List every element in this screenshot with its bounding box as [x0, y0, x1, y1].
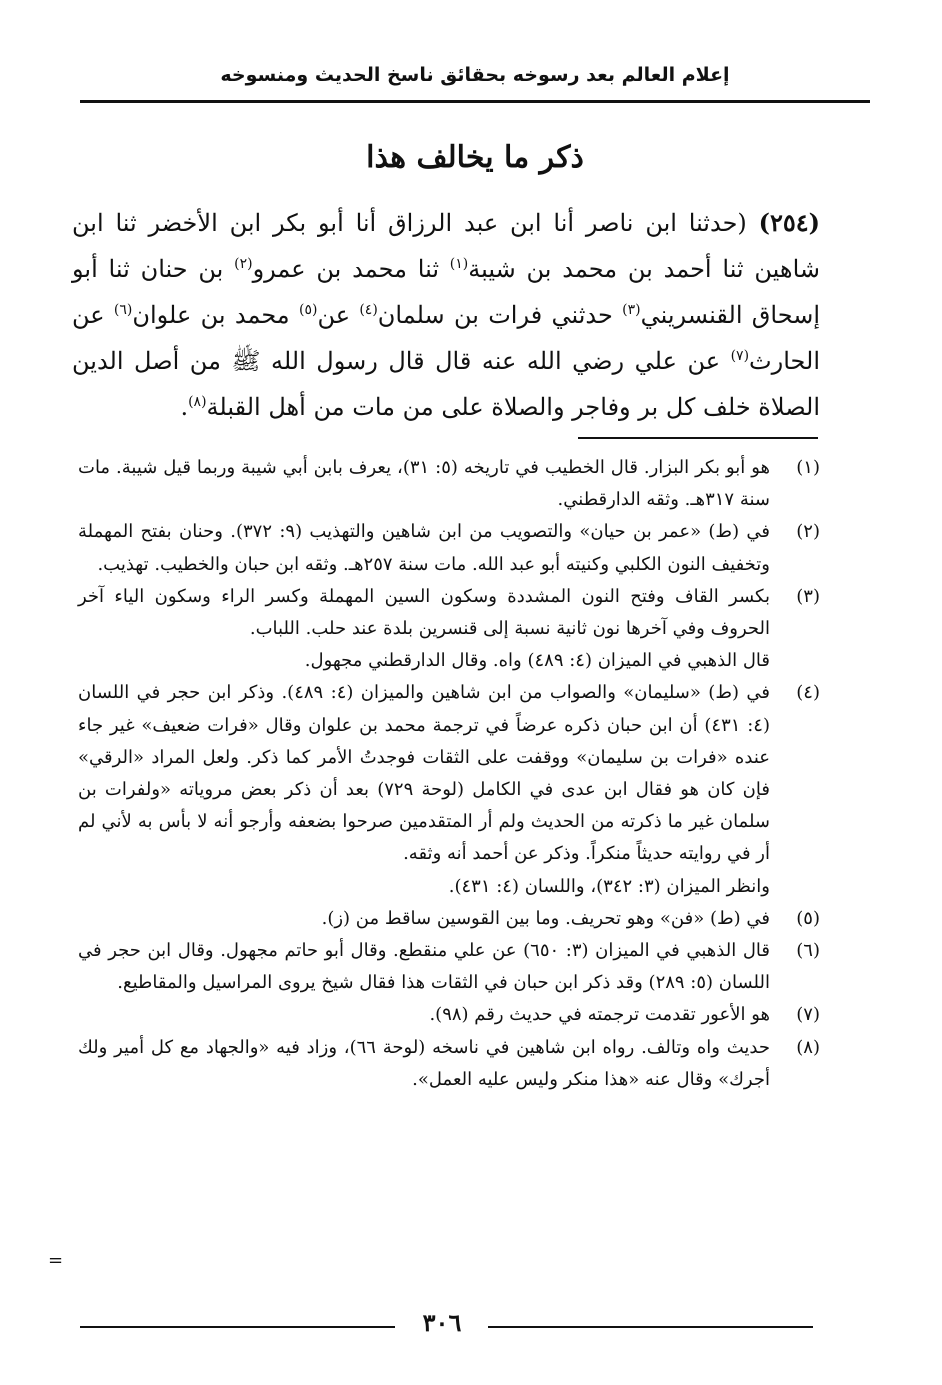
footnote-text: قال الذهبي في الميزان (٣: ٦٥٠) عن علي منقطع. وقال أبو حاتم مجهول. وقال ابن حجر في اللسان (٥: ٢٨٩) وقد ذكر ابن حبان في الثقات هذا فقال شيخ يروى المراسيل والمقاطيع. [78, 940, 770, 994]
footnote-body [78, 452, 770, 516]
footnote-marker: (٧) [796, 1004, 820, 1026]
running-title: إعلام العالم بعد رسوخه بحقائق ناسخ الحديث ومنسوخه [220, 64, 730, 86]
hadith-number: (٢٥٤) [758, 208, 820, 237]
footnote [78, 903, 820, 935]
footnote-ref[interactable]: (٧) [730, 348, 750, 364]
section-title: ذكر ما يخالف هذا [366, 140, 584, 175]
footnote-body [78, 935, 770, 999]
hadith-text-part: بن حنان ثنا أبو إسحاق القنسريني [72, 255, 821, 329]
footnote [78, 999, 820, 1031]
footnote-text: وانظر الميزان (٣: ٣٤٢)، واللسان (٤: ٤٣١). [448, 875, 770, 897]
hadith-text [72, 200, 820, 430]
footnote-marker: (٣) [796, 585, 820, 607]
hadith-text-part: محمد بن علوان [132, 301, 299, 329]
footnote-ref[interactable]: (٣) [622, 302, 641, 318]
footnote [78, 935, 820, 999]
hadith-text-part: . [180, 393, 189, 421]
footnote-body [78, 999, 770, 1031]
header-rule [80, 100, 870, 103]
footnote-text: هو أبو بكر البزار. قال الخطيب في تاريخه (٥: ٣١)، يعرف بابن أبي شيبة وربما قيل شيبة. مات سنة ٣١٧هـ. وثقه الدارقطني. [78, 457, 770, 511]
footnote [78, 516, 820, 580]
footnote-body [78, 581, 770, 678]
footnote-text: هو الأعور تقدمت ترجمته في حديث رقم (٩٨). [429, 1004, 770, 1026]
footnote-marker: (٦) [796, 940, 820, 962]
margin-mark: = [48, 1250, 64, 1271]
footnote-marker: (١) [796, 457, 820, 478]
footnote-separator [578, 437, 818, 439]
footnotes [78, 452, 820, 1096]
hadith-text-part: عن الحارث [72, 301, 820, 375]
footnote-ref[interactable]: (١) [449, 256, 469, 272]
page-number: ٣٠٦ [422, 1308, 462, 1337]
footnote [78, 1032, 820, 1096]
footnote-marker: (٢) [796, 521, 820, 543]
footnote-text: في (ط) «عمر بن حيان» والتصويب من ابن شاهين والتهذيب (٩: ٣٧٢). وحنان بفتح المهملة وتخفيف النون الكلبي وكنيته أبو عبد الله. مات سنة ٢٥٧هـ. وثقه ابن حبان والخطيب. تهذيب. [78, 521, 771, 575]
footnote-marker: (٤) [796, 682, 820, 704]
footnote-text: بكسر القاف وفتح النون المشددة وسكون السين المهملة وكسر الراء وسكون الياء آخر الحروف وفي آخرها نون ثانية نسبة إلى قنسرين بلدة عند حلب. اللباب. [78, 585, 770, 640]
footnote-marker: (٨) [796, 1036, 820, 1058]
footer-rule-right [488, 1326, 813, 1328]
footnote-text: حديث واه وتالف. رواه ابن شاهين في ناسخه (لوحة ٦٦)، وزاد فيه «والجهاد مع كل أمير ولك أجرك» وقال عنه «هذا منكر وليس عليه العمل». [78, 1036, 770, 1090]
footnote-ref[interactable]: (٢) [234, 256, 253, 272]
footnote-marker: (٥) [796, 907, 820, 929]
hadith-text-part: حدثني فرات بن سلمان [377, 301, 623, 329]
footnote-body [78, 516, 770, 580]
footnote [78, 677, 820, 902]
footnote-ref[interactable]: (٨) [188, 394, 207, 410]
footer-rule-left [80, 1326, 395, 1328]
footnote-text: قال الذهبي في الميزان (٤: ٤٨٩) واه. وقال الدارقطني مجهول. [304, 650, 770, 672]
footnote-ref[interactable]: (٦) [113, 302, 133, 318]
hadith-text-part: (حدثنا ابن ناصر أنا ابن عبد الرزاق أنا أبو بكر ابن الأخضر ثنا ابن شاهين ثنا أحمد بن محمد بن شيبة [72, 209, 820, 283]
footnote-ref[interactable]: (٥) [298, 302, 318, 318]
footnote-text: في (ط) «سليمان» والصواب من ابن شاهين والميزان (٤: ٤٨٩). وذكر ابن حجر في اللسان (٤: ٤٣١) أن ابن حبان ذكره عرضاً في ترجمة محمد بن علوان وقال «فرات ضعيف» غير جاء عنده «فرات بن سليمان» ووقفت على الثقات فوجدتُ الأمر كما ذكر. ولعل المراد «الرقي» فإن كان هو فقال ابن عدى في الكامل (لوحة ٧٢٩) بعد أن ذكر بعض مروياته «ولفرات بن سلمان غير ما ذكرته من الحديث ولم أر المتقدمين صرحوا بضعفه وأرجو أنه لا بأس به لأني لم أر في روايته حديثاً منكراً. وذكر عن أحمد أنه وثقه. [78, 682, 771, 865]
footnote-body [78, 903, 770, 935]
footnote-body [78, 677, 770, 902]
footnote-body [78, 1032, 770, 1096]
footnote-ref[interactable]: (٤) [359, 302, 378, 318]
footnote [78, 452, 820, 516]
footnote-text: في (ط) «فن» وهو تحريف. وما بين القوسين ساقط من (ز). [321, 907, 770, 929]
hadith-text-part: ثنا محمد بن عمرو [252, 255, 450, 283]
hadith-text-part: عن علي رضي الله عنه قال قال رسول الله ﷺ من أصل الدين الصلاة خلف كل بر وفاجر والصلاة على من مات من أهل القبلة [72, 347, 820, 421]
hadith-text-part: عن [317, 301, 360, 329]
footnote [78, 581, 820, 678]
